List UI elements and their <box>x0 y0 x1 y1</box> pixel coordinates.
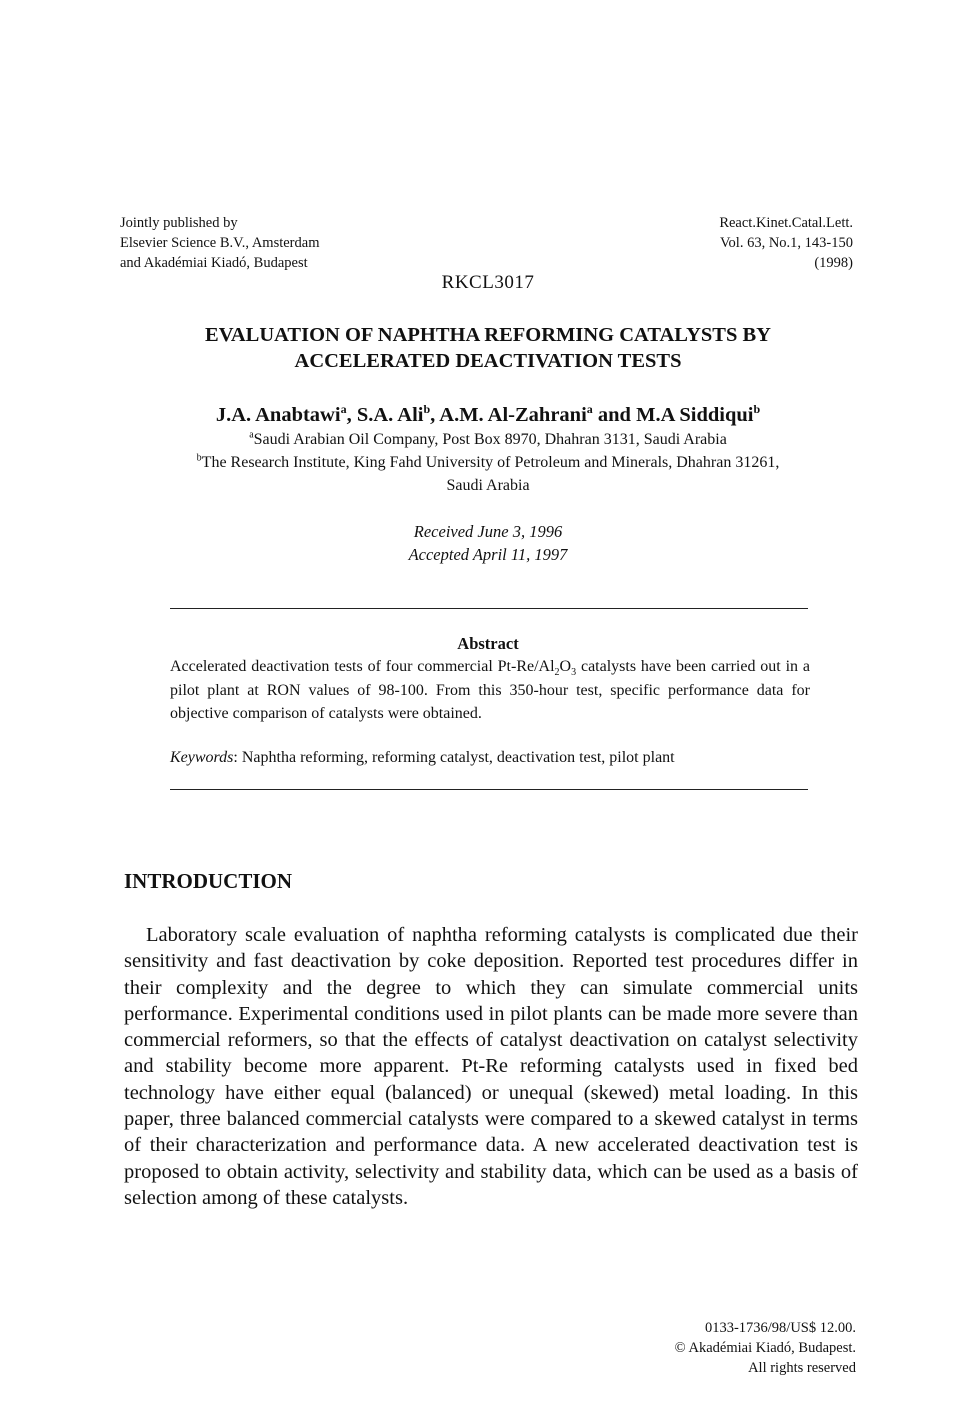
affiliations <box>100 428 876 497</box>
author-affil-mark: a <box>340 402 347 417</box>
affiliation-a <box>100 428 876 451</box>
copyright-holder: © Akadémiai Kiadó, Budapest. <box>674 1340 856 1356</box>
rights-statement: All rights reserved <box>748 1360 856 1376</box>
publisher-info <box>120 213 319 273</box>
author-separator: and <box>592 404 637 426</box>
publisher-line-2: Elsevier Science B.V., Amsterdam <box>120 235 320 251</box>
abstract-subscript-1: 2 <box>554 667 560 679</box>
price-code: 0133-1736/98/US$ 12.00. <box>704 1320 856 1336</box>
affiliation-b <box>100 451 876 474</box>
author-list <box>0 402 976 428</box>
received-date: Received June 3, 1996 <box>413 522 563 541</box>
affiliation-b-continued: Saudi Arabia <box>446 477 530 494</box>
author-affil-mark: b <box>423 402 431 417</box>
affiliation-a-text: Saudi Arabian Oil Company, Post Box 8970, Dhahran 3131, Saudi Arabia <box>253 431 727 448</box>
abstract-bottom-rule <box>170 789 808 790</box>
abstract-text <box>170 655 810 726</box>
journal-year: (1998) <box>814 255 853 271</box>
affiliation-b-text: The Research Institute, King Fahd University of Petroleum and Minerals, Dhahran 31261, <box>201 454 780 471</box>
abstract-part-3: catalysts have been carried out in a pilot plant at RON values of 98-100. From this 350-hour test, specific performance data for objective comparison of catalysts were obtained. <box>170 658 810 722</box>
keywords-label: Keywords <box>170 749 234 766</box>
author-name: J.A. Anabtawi <box>215 404 341 426</box>
keywords-colon: : <box>233 749 242 766</box>
abstract-subscript-2: 3 <box>571 667 577 679</box>
publisher-line-3: and Akadémiai Kiadó, Budapest <box>120 255 308 271</box>
abstract-top-rule <box>170 608 808 609</box>
affiliation-a-mark: a <box>249 429 254 441</box>
author-name: S.A. Ali <box>356 404 424 426</box>
introduction-paragraph: Laboratory scale evaluation of naphtha reforming catalysts is complicated due their sensitivity and fast deactivation by coke deposition. Reported test procedures differ in their complexity and the degree to which they can simulate commercial units performance. Experimental conditions used in pilot plants can be made more severe than commercial reformers, so that the effects of catalyst deactivation on catalyst selectivity and stability become more apparent. Pt-Re reforming catalysts used in fixed bed technology have either equal (balanced) or unequal (skewed) metal loading. In this paper, three balanced commercial catalysts were compared to a skewed catalyst in terms of their characterization and performance data. A new accelerated deactivation test is proposed to obtain activity, selectivity and stability data, which can be used as a basis of selection among of these catalysts. <box>124 924 858 1209</box>
author-affil-mark: b <box>753 402 761 417</box>
abstract-part-1: Accelerated deactivation tests of four commercial Pt-Re/Al <box>170 658 555 675</box>
journal-volume: Vol. 63, No.1, 143-150 <box>719 235 853 251</box>
keywords <box>170 746 810 769</box>
introduction-heading: INTRODUCTION <box>124 869 293 893</box>
abstract-part-2: O <box>559 658 572 675</box>
journal-citation <box>719 213 853 273</box>
paper-title <box>100 322 876 374</box>
title-line-2: ACCELERATED DEACTIVATION TESTS <box>294 350 682 372</box>
keywords-text: Naphtha reforming, reforming catalyst, deactivation test, pilot plant <box>241 749 675 766</box>
title-line-1: EVALUATION OF NAPHTHA REFORMING CATALYSTS BY <box>205 324 771 346</box>
author-name: A.M. Al-Zahrani <box>439 404 587 426</box>
author-affil-mark: a <box>586 402 593 417</box>
accepted-date: Accepted April 11, 1997 <box>408 545 568 564</box>
author-name: M.A Siddiqui <box>636 404 754 426</box>
submission-dates <box>0 520 976 566</box>
journal-name: React.Kinet.Catal.Lett. <box>719 215 853 231</box>
copyright-footer <box>675 1318 856 1378</box>
author-separator: , <box>346 404 357 426</box>
abstract-heading: Abstract <box>457 634 519 653</box>
affiliation-b-mark: b <box>196 452 202 464</box>
author-separator: , <box>430 404 440 426</box>
manuscript-id: RKCL3017 <box>441 272 535 293</box>
publisher-line-1: Jointly published by <box>120 215 238 231</box>
